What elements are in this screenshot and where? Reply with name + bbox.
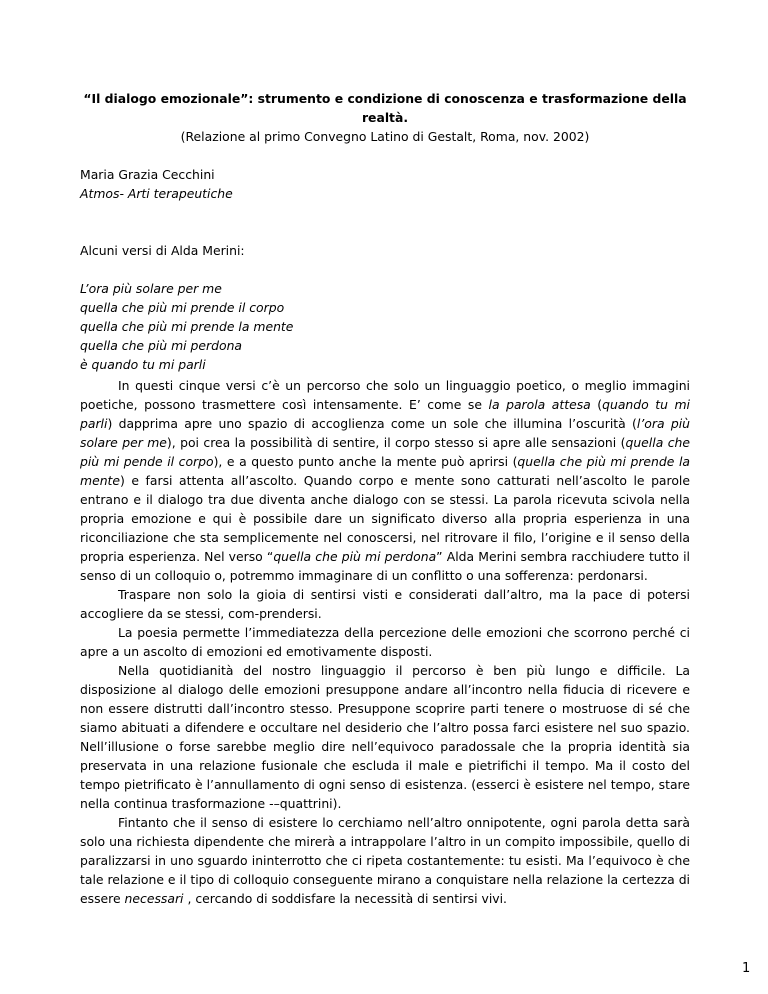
poem-line: quella che più mi perdona [80, 338, 243, 353]
author-name: Maria Grazia Cecchini [80, 167, 215, 182]
body-paragraph [80, 623, 690, 661]
text-run: ) e farsi attenta all’ascolto. Quando corpo e mente sono catturati nell’ascolto le parole entrano e il dialogo tra due diventa anche dialogo con se stessi. La parola ricevuta scivola nella propria emozione e qui è possibile dare un significato diverso alla propria esperienza in una riconciliazione che sta semplicemente nel conoscersi, nel ritrovare il filo, l’origine e il senso della propria esperienza. Nel verso “ [80, 473, 690, 564]
text-run: La poesia permette l’immediatezza della percezione delle emozioni che scorrono perché ci apre a un ascolto di emozioni ed emotivamente disposti. [80, 625, 690, 659]
poem-line: quella che più mi prende il corpo [80, 300, 285, 315]
text-run: ” Alda Merini sembra racchiudere tutto il senso di un colloquio o, potremmo immaginare di un conflitto o una sofferenza: perdonarsi. [80, 549, 690, 583]
italic-run: la parola attesa [488, 397, 591, 412]
poem-line: L’ora più solare per me [80, 281, 222, 296]
text-run: Nella quotidianità del nostro linguaggio il percorso è ben più lungo e difficile. La disposizione al dialogo delle emozioni presuppone andare all’incontro nella fiducia di ricevere e non essere distrutti dall’incontro stesso. Presuppone scoprire parti tenere o mostruose di sé che siamo abituati a difendere e occultare nel desiderio che l’altro possa farci esistere nel suo spazio. Nell’illusione o forse sarebbe meglio dire nell’equivoco paradossale che la propria identità sia preservata in una relazione fusionale che escluda il male e pietrifichi il tempo. Ma il costo del tempo pietrificato è l’annullamento di ogni senso di esistenza. (esserci è esistere nel tempo, stare nella continua trasformazione -–quattrini). [80, 663, 690, 811]
text-run: ), poi crea la possibilità di sentire, il corpo stesso si apre alle sensazioni ( [166, 435, 626, 450]
text-run: In questi cinque versi c’è un percorso che solo un linguaggio poetico, o meglio immagini poetiche, possono trasmettere così intensamente. E’ come se [80, 378, 690, 412]
italic-run: quella che più mi prende la mente [80, 454, 690, 488]
text-run: ) dapprima apre uno spazio di accoglienza come un sole che illumina l’oscurità ( [107, 416, 637, 431]
poem-line: è quando tu mi parli [80, 357, 206, 372]
italic-run: l’ora più solare per me [80, 416, 691, 450]
text-run: Traspare non solo la gioia di sentirsi visti e considerati dall’altro, ma la pace di potersi accogliere da se stessi, com-prendersi. [80, 587, 690, 621]
document-title: “Il dialogo emozionale”: strumento e condizione di conoscenza e trasformazione della realtà. [83, 91, 687, 125]
body-paragraph [80, 585, 690, 623]
italic-run: quella che più mi pende il corpo [80, 435, 690, 469]
body-paragraph [80, 661, 690, 813]
poem-line: quella che più mi prende la mente [80, 319, 294, 334]
page-number: 1 [742, 961, 751, 976]
italic-run: quando tu mi parli [80, 397, 690, 431]
body-text [80, 376, 690, 908]
author-affiliation: Atmos- Arti terapeutiche [80, 186, 233, 201]
document-subtitle: (Relazione al primo Convegno Latino di Gestalt, Roma, nov. 2002) [180, 129, 590, 144]
italic-run: necessari [124, 891, 184, 906]
text-run: ), e a questo punto anche la mente può aprirsi ( [213, 454, 518, 469]
text-run: ( [590, 397, 603, 412]
italic-run: quella che più mi perdona [273, 549, 437, 564]
poem-intro: Alcuni versi di Alda Merini: [80, 243, 245, 258]
body-paragraph [80, 376, 690, 585]
body-paragraph [80, 813, 690, 908]
text-run: Fintanto che il senso di esistere lo cerchiamo nell’altro onnipotente, ogni parola detta sarà solo una richiesta dipendente che mirerà a intrappolare l’altro in un compito impossibile, quello di paralizzarsi in uno sguardo ininterrotto che ci ripeta costantemente: tu esisti. Ma l’equivoco è che tale relazione e il tipo di colloquio conseguente mirano a conquistare nella relazione la certezza di essere [80, 815, 690, 906]
text-run: , cercando di soddisfare la necessità di sentirsi vivi. [183, 891, 507, 906]
